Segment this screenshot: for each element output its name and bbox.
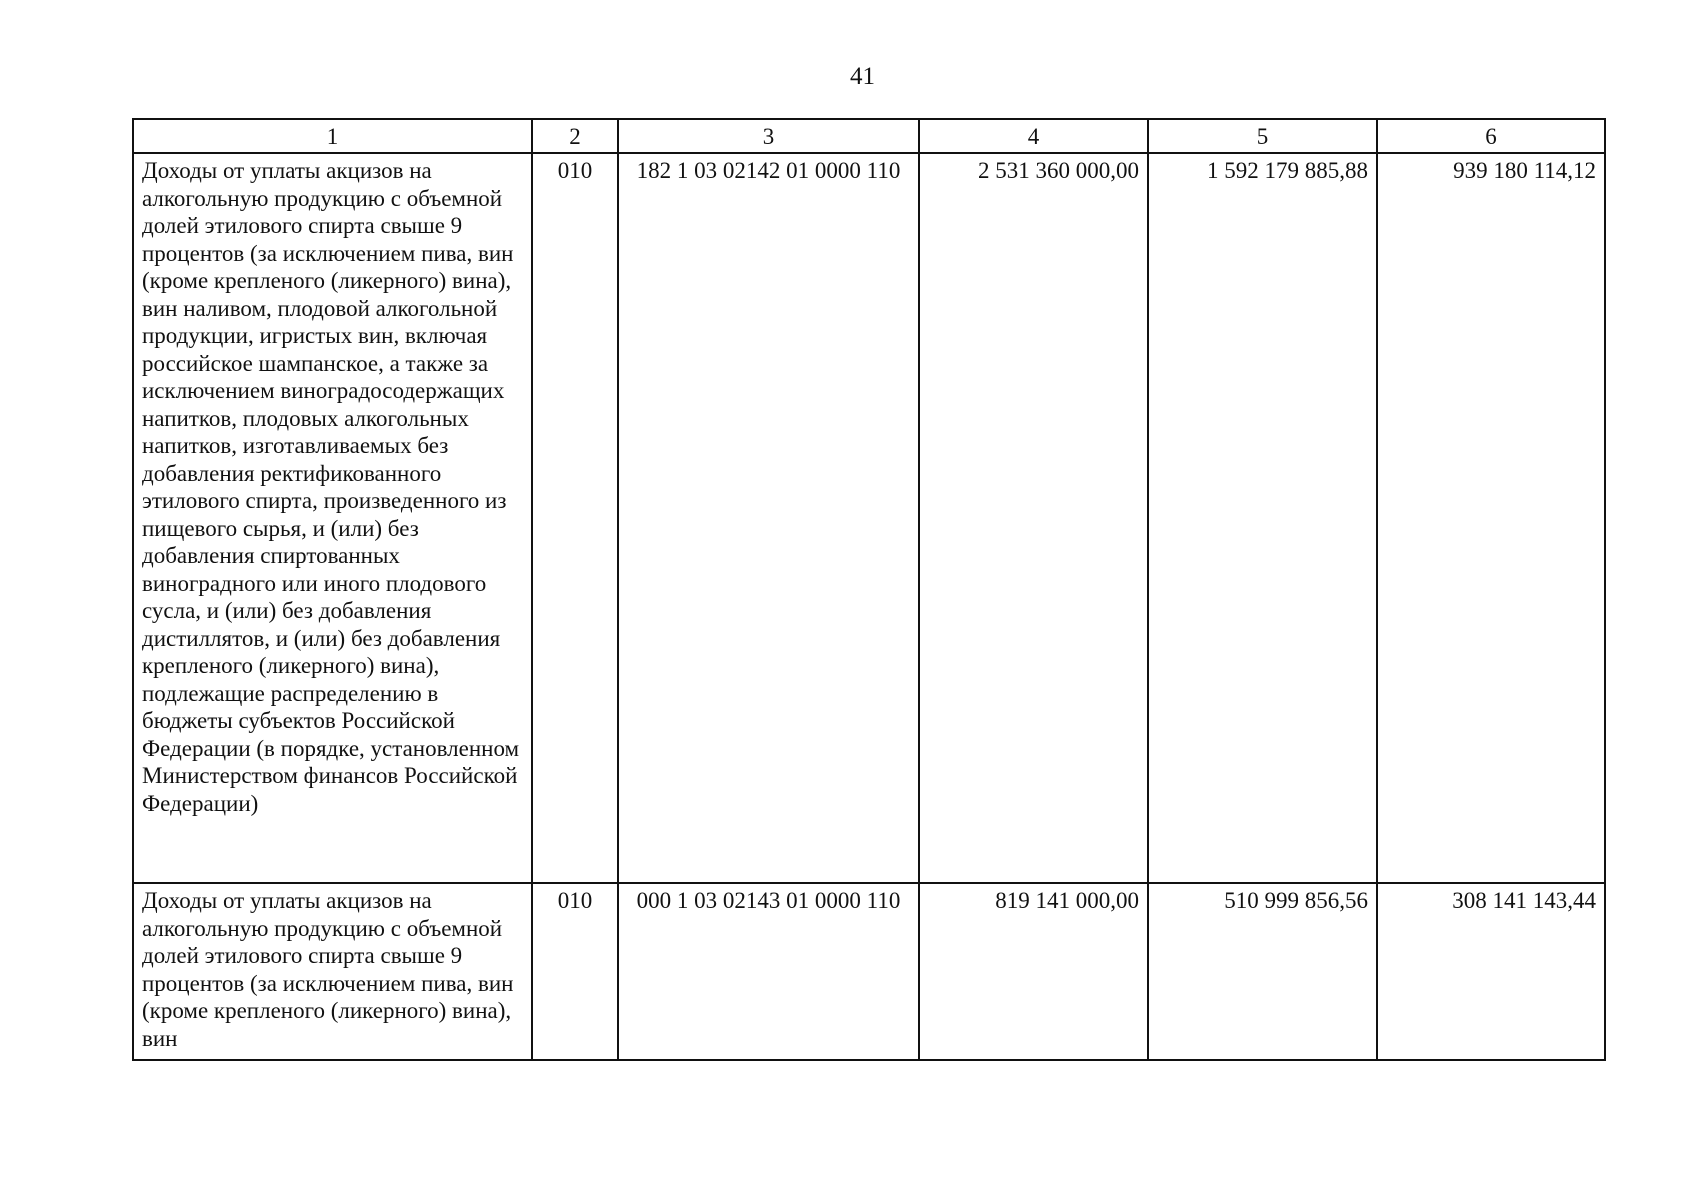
column-header-6: 6	[1377, 119, 1605, 153]
header-row	[133, 119, 1605, 153]
column-header-2: 2	[532, 119, 618, 153]
income-name-cell: Доходы от уплаты акцизов на алкогольную продукцию с объемной долей этилового спирта свыше 9 процентов (за исключением пива, вин (кроме крепленого (ликерного) вина), вин наливом, плодовой алкогольной продукции, игристых вин, включая российское шампанское, а также за исключением виноградосодержащих напитков, плодовых алкогольных напитков, изготавливаемых без добавления ректификованного этилового спирта, произведенного из пищевого сырья, и (или) без добавления спиртованных виноградного или иного плодового сусла, и (или) без добавления дистиллятов, и (или) без добавления крепленого (ликерного) вина), подлежащие распределению в бюджеты субъектов Российской Федерации (в порядке, установленном Министерством финансов Российской Федерации)	[133, 153, 532, 883]
table-row	[133, 883, 1605, 1060]
line-code-cell: 010	[532, 883, 618, 1060]
column-header-3: 3	[618, 119, 919, 153]
revenue-table	[132, 118, 1606, 1061]
budget-code-cell: 000 1 03 02143 01 0000 110	[618, 883, 919, 1060]
column-header-4: 4	[919, 119, 1148, 153]
amount-col6-cell: 939 180 114,12	[1377, 153, 1605, 883]
amount-col5-cell: 1 592 179 885,88	[1148, 153, 1377, 883]
column-header-1: 1	[133, 119, 532, 153]
line-code-cell: 010	[532, 153, 618, 883]
column-header-5: 5	[1148, 119, 1377, 153]
income-name-cell: Доходы от уплаты акцизов на алкогольную продукцию с объемной долей этилового спирта свыше 9 процентов (за исключением пива, вин (кроме крепленого (ликерного) вина), вин	[133, 883, 532, 1060]
amount-col6-cell: 308 141 143,44	[1377, 883, 1605, 1060]
budget-code-cell: 182 1 03 02142 01 0000 110	[618, 153, 919, 883]
table-row	[133, 153, 1605, 883]
amount-col4-cell: 2 531 360 000,00	[919, 153, 1148, 883]
amount-col4-cell: 819 141 000,00	[919, 883, 1148, 1060]
amount-col5-cell: 510 999 856,56	[1148, 883, 1377, 1060]
page-number: 41	[850, 63, 875, 90]
